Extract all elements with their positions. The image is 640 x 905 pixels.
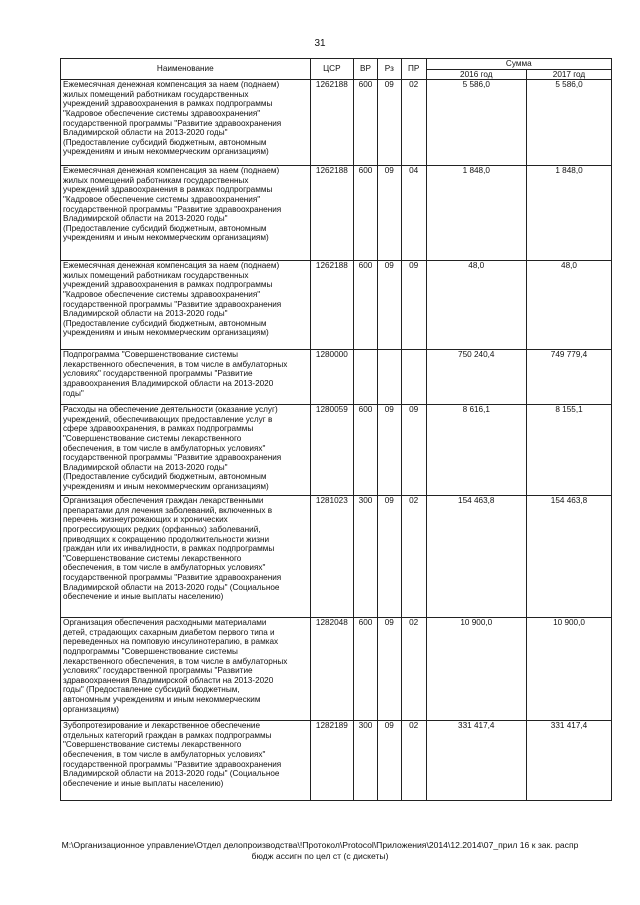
row-rz: 09 <box>377 166 401 261</box>
row-name: Организация обеспечения граждан лекарственными препаратами для лечения заболеваний, включенных в перечень жизнеугрожающих и хронических прогрессирующих редких (орфанных) заболеваний, приводящих к сокращению продолжительности жизни граждан или их инвалидности, в рамках подпрограммы "Совершенствование системы лекарственного обеспечения, в том числе в амбулаторных условиях" государственной программы "Развитие здравоохранения Владимирской области на 2013-2020 годы" (Социальное обеспечение и иные выплаты населению) <box>61 496 311 618</box>
row-csr: 1282048 <box>310 618 353 721</box>
table-row <box>61 618 612 721</box>
row-rz: 09 <box>377 80 401 166</box>
row-amount-2016: 5 586,0 <box>426 80 526 166</box>
row-amount-2017: 1 848,0 <box>527 166 612 261</box>
row-name: Ежемесячная денежная компенсация за наем (поднаем) жилых помещений работникам государственных учреждений здравоохранения в рамках подпрограммы "Кадровое обеспечение системы здравоохранения" государственной программы "Развитие здравоохранения Владимирской области на 2013-2020 годы" (Предоставление субсидий бюджетным, автономным учреждениям и иным некоммерческим организациям) <box>61 80 311 166</box>
row-pr: 04 <box>401 166 426 261</box>
row-csr: 1280000 <box>310 350 353 405</box>
row-amount-2017: 48,0 <box>527 261 612 350</box>
row-name: Ежемесячная денежная компенсация за наем (поднаем) жилых помещений работникам государственных учреждений здравоохранения в рамках подпрограммы "Кадровое обеспечение системы здравоохранения" государственной программы "Развитие здравоохранения Владимирской области на 2013-2020 годы" (Предоставление субсидий бюджетным, автономным учреждениям и иным некоммерческим организациям) <box>61 261 311 350</box>
header-name: Наименование <box>61 59 311 80</box>
row-amount-2017: 331 417,4 <box>527 721 612 801</box>
row-amount-2016: 750 240,4 <box>426 350 526 405</box>
row-vr: 600 <box>354 618 378 721</box>
row-amount-2016: 10 900,0 <box>426 618 526 721</box>
table-row <box>61 80 612 166</box>
row-name: Расходы на обеспечение деятельности (оказание услуг) учреждений, обеспечивающих предоставление услуг в сфере здравоохранения, в рамках подпрограммы "Совершенствование системы лекарственного обеспечения, в том числе в амбулаторных условиях" государственной программы "Развитие здравоохранения Владимирской области на 2013-2020 годы" (Предоставление субсидий бюджетным, автономным учреждениям и иным некоммерческим организациям) <box>61 405 311 496</box>
row-csr: 1262188 <box>310 166 353 261</box>
header-year-2016: 2016 год <box>426 69 526 80</box>
header-year-2017: 2017 год <box>527 69 612 80</box>
row-amount-2016: 331 417,4 <box>426 721 526 801</box>
row-csr: 1262188 <box>310 261 353 350</box>
file-path-text: M:\Организационное управление\Отдел делопроизводства\!Протокол\Protocol\Приложения\2014\12.2014\07_прил 16 к зак. распр бюдж ассигн по цел ст (с дискеты) <box>61 840 579 861</box>
table-row <box>61 350 612 405</box>
row-amount-2017: 8 155,1 <box>527 405 612 496</box>
table-row <box>61 405 612 496</box>
row-rz: 09 <box>377 721 401 801</box>
row-rz: 09 <box>377 261 401 350</box>
row-amount-2016: 154 463,8 <box>426 496 526 618</box>
row-csr: 1280059 <box>310 405 353 496</box>
row-amount-2017: 10 900,0 <box>527 618 612 721</box>
row-pr: 02 <box>401 496 426 618</box>
row-csr: 1281023 <box>310 496 353 618</box>
row-pr <box>401 350 426 405</box>
row-name: Организация обеспечения расходными материалами детей, страдающих сахарным диабетом первого типа и переведенных на помповую инсулинотерапию, в рамках подпрограммы "Совершенствование системы лекарственного обеспечения, в том числе в амбулаторных условиях" государственной программы "Развитие здравоохранения Владимирской области на 2013-2020 годы" (Предоставление субсидий бюджетным, автономным учреждениям и иным некоммерческим организациям) <box>61 618 311 721</box>
row-rz: 09 <box>377 405 401 496</box>
row-vr: 600 <box>354 261 378 350</box>
row-rz: 09 <box>377 618 401 721</box>
row-vr: 300 <box>354 496 378 618</box>
header-rz: Рз <box>377 59 401 80</box>
row-amount-2017: 749 779,4 <box>527 350 612 405</box>
row-rz <box>377 350 401 405</box>
row-csr: 1282189 <box>310 721 353 801</box>
header-pr: ПР <box>401 59 426 80</box>
row-amount-2016: 8 616,1 <box>426 405 526 496</box>
row-vr <box>354 350 378 405</box>
row-amount-2016: 48,0 <box>426 261 526 350</box>
page-number: 31 <box>314 38 326 49</box>
row-amount-2017: 5 586,0 <box>527 80 612 166</box>
row-vr: 600 <box>354 405 378 496</box>
row-vr: 600 <box>354 166 378 261</box>
row-name: Зубопротезирование и лекарственное обеспечение отдельных категорий граждан в рамках подпрограммы "Совершенствование системы лекарственного обеспечения, в том числе в амбулаторных условиях" государственной программы "Развитие здравоохранения Владимирской области на 2013-2020 годы" (Социальное обеспечение и иные выплаты населению) <box>61 721 311 801</box>
row-vr: 300 <box>354 721 378 801</box>
row-pr: 09 <box>401 261 426 350</box>
table-row <box>61 721 612 801</box>
row-pr: 02 <box>401 618 426 721</box>
header-vr: ВР <box>354 59 378 80</box>
row-vr: 600 <box>354 80 378 166</box>
row-pr: 02 <box>401 80 426 166</box>
table-row <box>61 166 612 261</box>
row-name: Ежемесячная денежная компенсация за наем (поднаем) жилых помещений работникам государственных учреждений здравоохранения в рамках подпрограммы "Кадровое обеспечение системы здравоохранения" государственной программы "Развитие здравоохранения Владимирской области на 2013-2020 годы" (Предоставление субсидий бюджетным, автономным учреждениям и иным некоммерческим организациям) <box>61 166 311 261</box>
header-sum: Сумма <box>426 59 611 70</box>
file-path-footer <box>40 840 600 862</box>
row-amount-2016: 1 848,0 <box>426 166 526 261</box>
row-amount-2017: 154 463,8 <box>527 496 612 618</box>
budget-table <box>60 58 612 801</box>
table-row <box>61 261 612 350</box>
row-name: Подпрограмма "Совершенствование системы лекарственного обеспечения, в том числе в амбулаторных условиях" государственной программы "Развитие здравоохранения Владимирской области на 2013-2020 годы" <box>61 350 311 405</box>
table-row <box>61 496 612 618</box>
header-csr: ЦСР <box>310 59 353 80</box>
row-pr: 02 <box>401 721 426 801</box>
row-csr: 1262188 <box>310 80 353 166</box>
row-pr: 09 <box>401 405 426 496</box>
row-rz: 09 <box>377 496 401 618</box>
